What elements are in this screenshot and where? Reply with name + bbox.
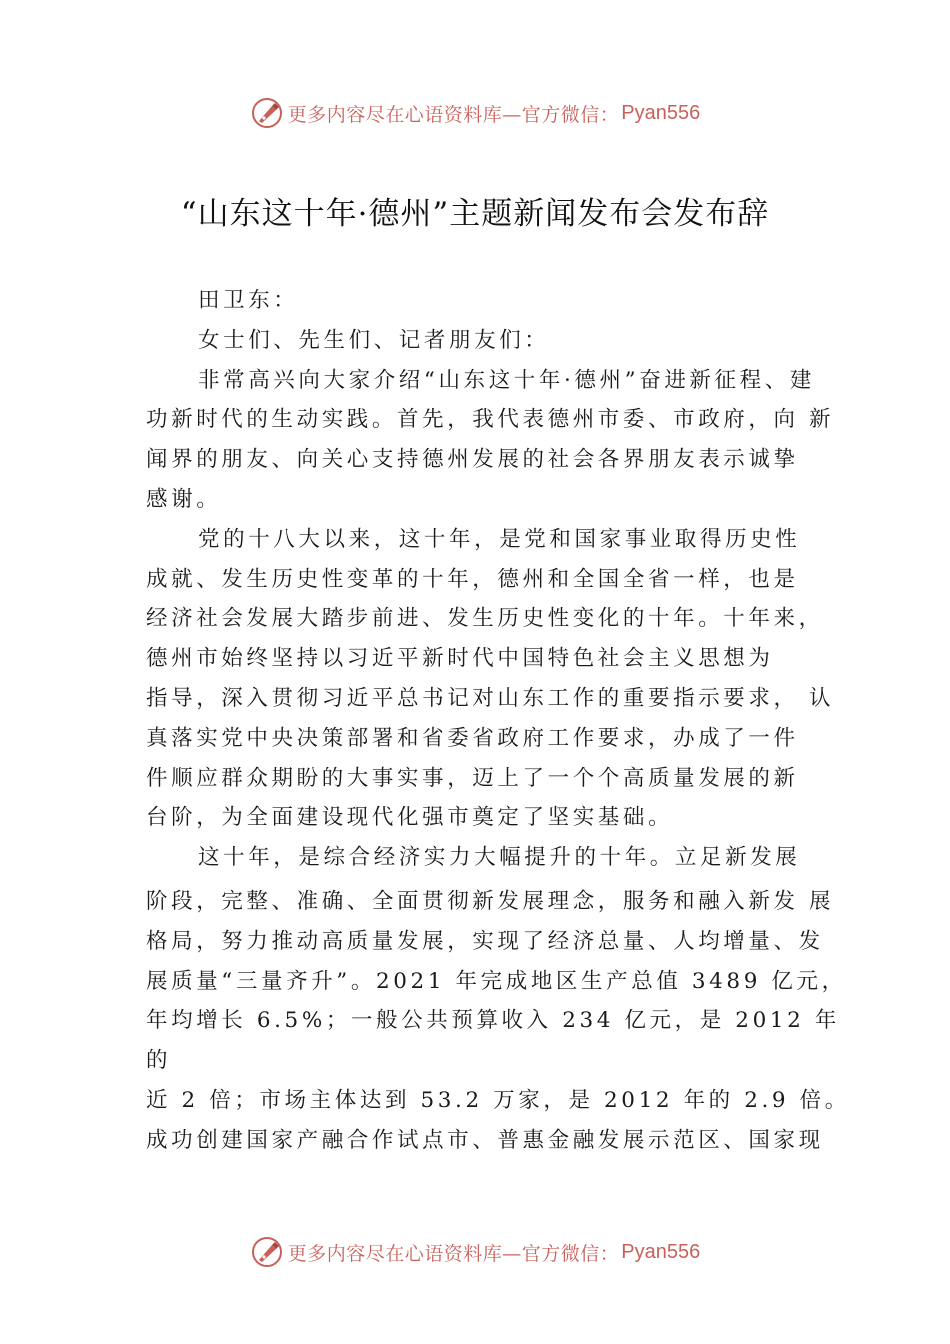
header-banner [0,93,950,133]
pen-nib-logo-icon [250,96,284,130]
text-line: 非常高兴向大家介绍“山东这十年·德州”奋进新征程、建 [198,367,815,393]
document-title: “山东这十年·德州”主题新闻发布会发布辞 [180,196,770,232]
text-line: 感谢。 [146,486,222,512]
text-line: 经济社会发展大踏步前进、发生历史性变化的十年。十年来， [146,606,824,632]
banner-text: 更多内容尽在心语资料库—官方微信： [287,103,620,126]
text-line: 展质量“三量齐升”。2021 年完成地区生产总值 3489 亿元， [146,968,847,994]
text-line: 德州市始终坚持以习近平新时代中国特色社会主义思想为 [146,646,774,672]
text-line: 功新时代的生动实践。首先，我代表德州市委、市政府，向 新 [146,407,835,433]
footer-banner [0,1232,950,1272]
text-line: 党的十八大以来，这十年，是党和国家事业取得历史性 [198,526,801,552]
banner-text: 更多内容尽在心语资料库—官方微信： [287,1242,620,1265]
text-line: 的 [146,1048,172,1074]
text-line: 指导，深入贯彻习近平总书记对山东工作的重要指示要求， 认 [146,685,835,711]
document-body [146,281,850,1161]
text-line: 年均增长 6.5%；一般公共预算收入 234 亿元，是 2012 年 [146,1008,840,1034]
text-line: 田卫东： [198,288,299,313]
text-line: 件顺应群众期盼的大事实事，迈上了一个个高质量发展的新 [146,765,799,791]
text-line: 近 2 倍；市场主体达到 53.2 万家，是 2012 年的 2.9 倍。 [146,1087,850,1113]
pen-nib-logo-icon [250,1235,284,1269]
text-line: 阶段，完整、准确、全面贯彻新发展理念，服务和融入新发 展 [146,888,835,914]
text-line: 这十年，是综合经济实力大幅提升的十年。立足新发展 [198,845,801,871]
text-line: 格局，努力推动高质量发展，实现了经济总量、人均增量、发 [146,928,824,954]
text-line: 闻界的朋友、向关心支持德州发展的社会各界朋友表示诚挚 [146,447,799,473]
wechat-id: Pyan556 [621,101,701,124]
text-line: 台阶，为全面建设现代化强市奠定了坚实基础。 [146,805,674,831]
wechat-id: Pyan556 [621,1240,701,1263]
text-line: 成功创建国家产融合作试点市、普惠金融发展示范区、国家现 [146,1127,824,1153]
text-line: 真落实党中央决策部署和省委省政府工作要求，办成了一件 [146,725,799,751]
text-line: 女士们、先生们、记者朋友们： [198,327,550,353]
text-line: 成就、发生历史性变革的十年，德州和全国全省一样，也是 [146,566,799,592]
